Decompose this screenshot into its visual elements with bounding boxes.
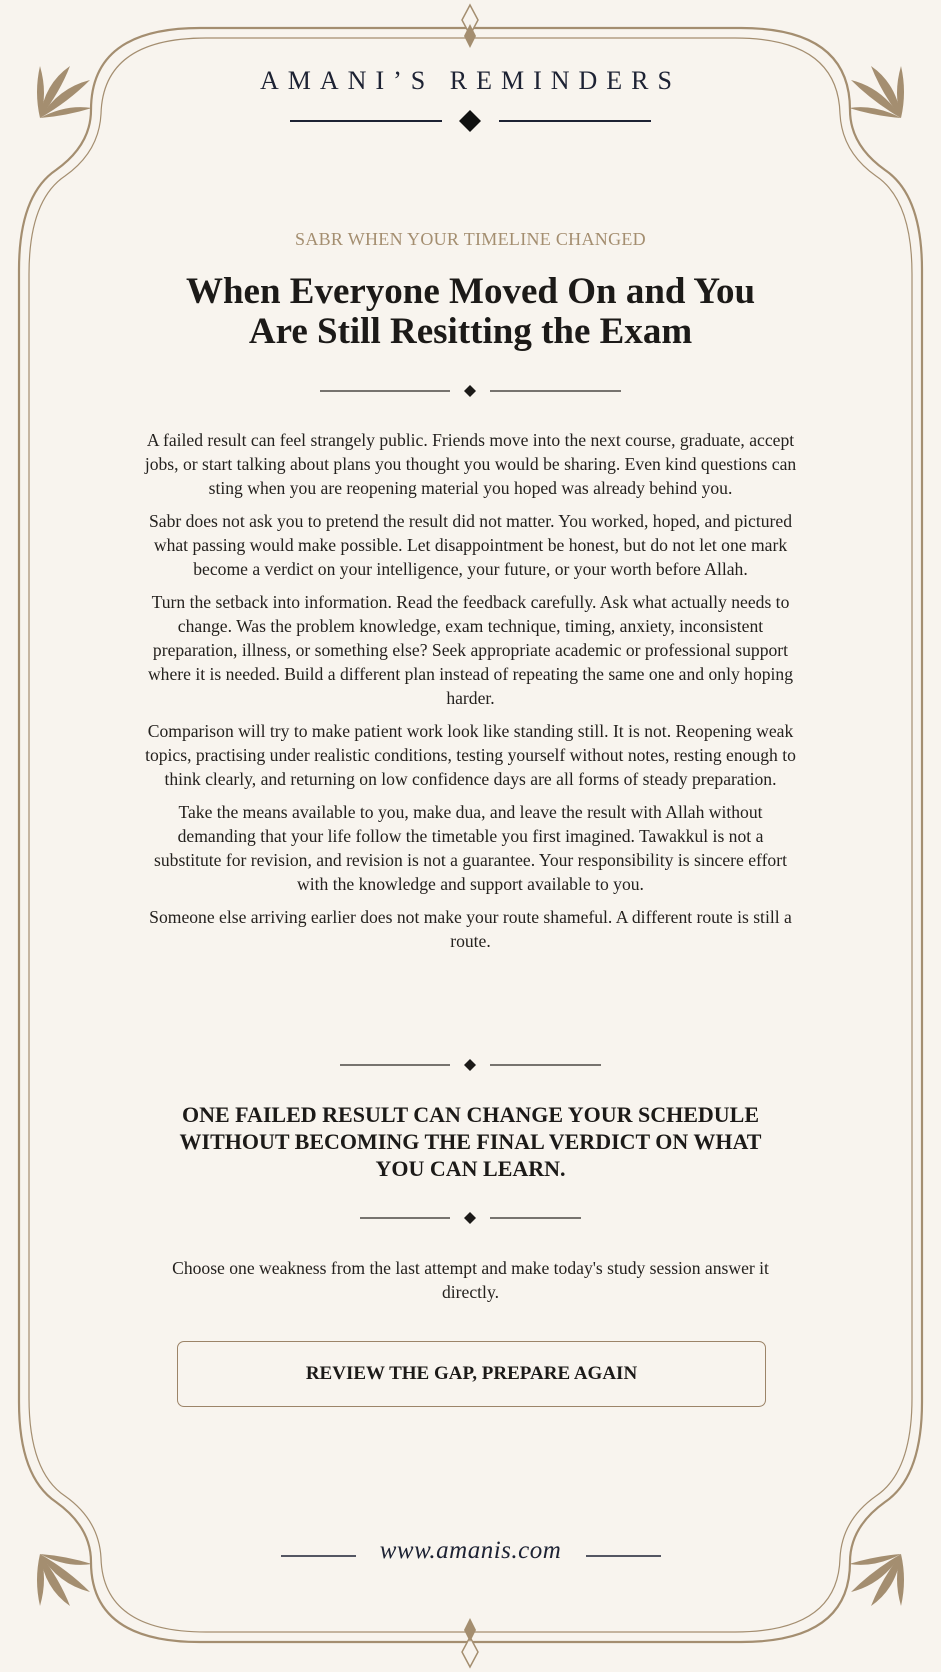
quote-divider-bottom xyxy=(360,1212,581,1224)
pull-quote: ONE FAILED RESULT CAN CHANGE YOUR SCHEDULE WITHOUT BECOMING THE FINAL VERDICT ON WHAT YOU CAN LEARN. xyxy=(179,1102,762,1181)
paragraph: Turn the setback into information. Read the feedback carefully. Ask what actually needs to change. Was the problem knowledge, exam technique, timing, anxiety, inconsistent preparation, illness, or something else? Seek appropriate academic or professional support where it is needed. Build a different plan instead of repeating the same one and only hoping harder. xyxy=(147,592,794,708)
paragraph: A failed result can feel strangely public. Friends move into the next course, graduate, accept jobs, or start talking about plans you thought you would be sharing. Even kind questions can sting when you are reopening material you hoped was already behind you. xyxy=(144,430,797,498)
paragraph: Sabr does not ask you to pretend the result did not matter. You worked, hoped, and pictured what passing would make possible. Let disappointment be honest, but do not let one mark become a verdict on your intelligence, your future, or your worth before Allah. xyxy=(148,511,793,579)
title-divider xyxy=(320,385,621,397)
paragraph: Someone else arriving earlier does not make your route shameful. A different route is still a route. xyxy=(149,907,792,951)
brand-title: AMANI’S REMINDERS xyxy=(260,66,681,95)
paragraph: Take the means available to you, make dua, and leave the result with Allah without demanding that your life follow the timetable you first imagined. Tawakkul is not a substitute for revision, and revision is not a guarantee. Your responsibility is sincere effort with the knowledge and support available to you. xyxy=(154,802,787,894)
paragraph: Comparison will try to make patient work look like standing still. It is not. Reopening weak topics, practising under realistic conditions, testing yourself without notes, resting enough to think clearly, and returning on low confidence days are all forms of steady preparation. xyxy=(145,721,796,789)
cta-button[interactable]: REVIEW THE GAP, PREPARE AGAIN xyxy=(177,1341,766,1407)
article-body xyxy=(142,428,799,962)
header-divider xyxy=(290,110,651,132)
article-title: When Everyone Moved On and You Are Still Resitting the Exam xyxy=(185,271,756,352)
website-link[interactable]: www.amanis.com xyxy=(379,1537,562,1564)
action-prompt: Choose one weakness from the last attempt and make today's study session answer it directly. xyxy=(172,1258,769,1302)
quote-divider-top xyxy=(340,1059,601,1071)
article-kicker: SABR WHEN YOUR TIMELINE CHANGED xyxy=(295,229,646,249)
